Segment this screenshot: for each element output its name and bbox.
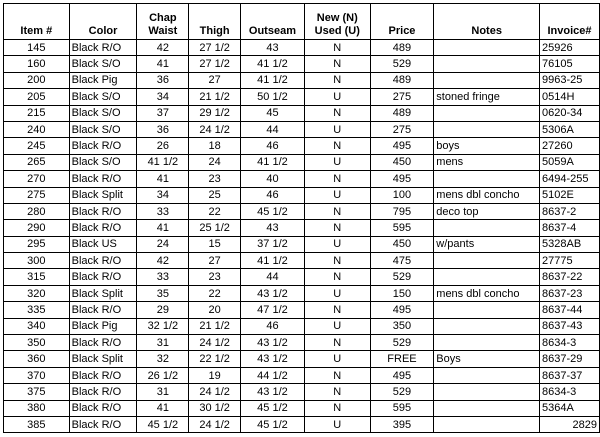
inventory-table [3,3,600,433]
cell-color: Black R/O [69,367,137,383]
cell-notes [434,269,540,285]
cell-notes [434,40,540,56]
cell-new-used: U [304,416,370,432]
cell-new-used: N [304,40,370,56]
cell-new-used: N [304,384,370,400]
cell-item: 215 [4,105,70,121]
cell-price: 350 [370,318,434,334]
cell-item: 315 [4,269,70,285]
cell-thigh: 23 [189,269,241,285]
cell-color: Black S/O [69,154,137,170]
cell-item: 270 [4,171,70,187]
cell-price: 150 [370,285,434,301]
cell-invoice: 8637-4 [540,220,600,236]
cell-item: 335 [4,302,70,318]
cell-invoice: 5306A [540,121,600,137]
cell-chap-waist: 31 [137,384,189,400]
cell-item: 340 [4,318,70,334]
cell-new-used: N [304,253,370,269]
cell-chap-waist: 41 [137,171,189,187]
cell-color: Black S/O [69,89,137,105]
cell-thigh: 22 [189,285,241,301]
header-price-label: Price [388,25,416,37]
cell-chap-waist: 33 [137,203,189,219]
cell-new-used: U [304,89,370,105]
cell-item: 245 [4,138,70,154]
header-new-label: New (N) [316,12,358,24]
cell-chap-waist: 37 [137,105,189,121]
cell-price: 450 [370,154,434,170]
cell-outseam: 46 [241,318,305,334]
cell-thigh: 24 [189,154,241,170]
table-row [4,400,600,416]
cell-price: 275 [370,89,434,105]
cell-price: 529 [370,56,434,72]
table-body [4,40,600,433]
header-color [69,4,137,40]
cell-outseam: 40 [241,171,305,187]
header-thigh-label: Thigh [199,25,230,37]
cell-item: 350 [4,335,70,351]
cell-invoice: 8637-22 [540,269,600,285]
cell-thigh: 18 [189,138,241,154]
table-row [4,416,600,432]
header-notes [434,4,540,40]
cell-chap-waist: 36 [137,72,189,88]
cell-color: Black R/O [69,400,137,416]
cell-new-used: N [304,335,370,351]
cell-new-used: N [304,105,370,121]
cell-invoice: 2829 [540,416,600,432]
table-row [4,285,600,301]
cell-price: 489 [370,40,434,56]
cell-new-used: N [304,56,370,72]
cell-price: 475 [370,253,434,269]
cell-outseam: 37 1/2 [241,236,305,252]
cell-outseam: 43 1/2 [241,384,305,400]
cell-new-used: U [304,318,370,334]
header-color-label: Color [88,25,118,37]
cell-thigh: 21 1/2 [189,89,241,105]
cell-chap-waist: 42 [137,40,189,56]
cell-item: 370 [4,367,70,383]
table-row [4,318,600,334]
cell-chap-waist: 32 1/2 [137,318,189,334]
table-row [4,138,600,154]
cell-new-used: U [304,236,370,252]
cell-color: Black R/O [69,40,137,56]
cell-invoice: 5328AB [540,236,600,252]
cell-thigh: 27 1/2 [189,56,241,72]
cell-thigh: 30 1/2 [189,400,241,416]
cell-invoice: 8634-3 [540,384,600,400]
cell-new-used: N [304,171,370,187]
cell-notes: mens [434,154,540,170]
cell-notes [434,367,540,383]
cell-chap-waist: 26 1/2 [137,367,189,383]
cell-color: Black R/O [69,335,137,351]
cell-chap-waist: 32 [137,351,189,367]
cell-thigh: 20 [189,302,241,318]
cell-color: Black R/O [69,171,137,187]
cell-notes [434,171,540,187]
table-row [4,351,600,367]
cell-chap-waist: 41 [137,400,189,416]
cell-outseam: 41 1/2 [241,253,305,269]
table-row [4,269,600,285]
cell-chap-waist: 35 [137,285,189,301]
cell-notes [434,56,540,72]
cell-thigh: 27 [189,253,241,269]
cell-color: Black Pig [69,72,137,88]
cell-thigh: 24 1/2 [189,121,241,137]
cell-outseam: 45 [241,105,305,121]
cell-thigh: 24 1/2 [189,335,241,351]
cell-thigh: 23 [189,171,241,187]
cell-price: 489 [370,72,434,88]
cell-color: Black Split [69,187,137,203]
header-chap-label: Chap [149,12,177,24]
cell-invoice: 8634-3 [540,335,600,351]
cell-color: Black R/O [69,384,137,400]
table-row [4,335,600,351]
table-row [4,203,600,219]
cell-notes [434,121,540,137]
cell-item: 290 [4,220,70,236]
cell-item: 275 [4,187,70,203]
cell-outseam: 41 1/2 [241,72,305,88]
cell-item: 280 [4,203,70,219]
header-new-used [304,4,370,40]
cell-invoice: 8637-43 [540,318,600,334]
cell-new-used: N [304,302,370,318]
cell-invoice: 5364A [540,400,600,416]
header-outseam [241,4,305,40]
cell-notes [434,400,540,416]
cell-color: Black R/O [69,203,137,219]
cell-outseam: 45 1/2 [241,400,305,416]
cell-new-used: N [304,367,370,383]
cell-notes [434,416,540,432]
cell-color: Black R/O [69,416,137,432]
cell-new-used: N [304,269,370,285]
header-chap-waist [137,4,189,40]
cell-color: Black R/O [69,269,137,285]
cell-thigh: 25 [189,187,241,203]
cell-price: 595 [370,400,434,416]
cell-outseam: 44 [241,121,305,137]
cell-outseam: 43 [241,40,305,56]
cell-new-used: N [304,220,370,236]
table-row [4,56,600,72]
cell-thigh: 29 1/2 [189,105,241,121]
cell-item: 320 [4,285,70,301]
cell-invoice: 27260 [540,138,600,154]
cell-price: 495 [370,171,434,187]
cell-new-used: U [304,351,370,367]
cell-price: 275 [370,121,434,137]
cell-notes: deco top [434,203,540,219]
cell-thigh: 21 1/2 [189,318,241,334]
header-notes-label: Notes [471,25,502,37]
table-row [4,171,600,187]
cell-chap-waist: 34 [137,89,189,105]
cell-thigh: 27 [189,72,241,88]
cell-chap-waist: 41 [137,56,189,72]
cell-color: Black S/O [69,105,137,121]
cell-invoice: 9963-25 [540,72,600,88]
cell-outseam: 41 1/2 [241,56,305,72]
cell-new-used: N [304,203,370,219]
cell-color: Black R/O [69,253,137,269]
cell-color: Black R/O [69,138,137,154]
cell-color: Black R/O [69,302,137,318]
cell-new-used: U [304,285,370,301]
cell-price: 795 [370,203,434,219]
table-row [4,220,600,236]
cell-chap-waist: 26 [137,138,189,154]
cell-chap-waist: 41 1/2 [137,154,189,170]
cell-chap-waist: 31 [137,335,189,351]
cell-color: Black US [69,236,137,252]
cell-thigh: 22 1/2 [189,351,241,367]
cell-notes [434,220,540,236]
cell-item: 295 [4,236,70,252]
cell-notes: mens dbl concho [434,187,540,203]
cell-invoice: 8637-44 [540,302,600,318]
cell-thigh: 15 [189,236,241,252]
cell-item: 300 [4,253,70,269]
cell-outseam: 46 [241,187,305,203]
cell-outseam: 44 [241,269,305,285]
cell-notes: w/pants [434,236,540,252]
cell-price: 529 [370,384,434,400]
cell-chap-waist: 42 [137,253,189,269]
cell-invoice: 6494-255 [540,171,600,187]
cell-notes [434,335,540,351]
cell-invoice: 76105 [540,56,600,72]
table-row [4,187,600,203]
cell-thigh: 22 [189,203,241,219]
header-invoice-label: Invoice# [547,25,592,37]
cell-chap-waist: 34 [137,187,189,203]
cell-color: Black Split [69,285,137,301]
cell-item: 375 [4,384,70,400]
cell-invoice: 8637-37 [540,367,600,383]
header-outseam-label: Outseam [248,25,296,37]
cell-color: Black R/O [69,220,137,236]
cell-new-used: N [304,72,370,88]
header-row [4,4,600,40]
cell-outseam: 44 1/2 [241,367,305,383]
cell-notes: boys [434,138,540,154]
table-row [4,121,600,137]
cell-price: 450 [370,236,434,252]
cell-notes [434,302,540,318]
cell-price: 529 [370,269,434,285]
cell-notes: stoned fringe [434,89,540,105]
cell-price: 489 [370,105,434,121]
cell-outseam: 45 1/2 [241,203,305,219]
cell-color: Black S/O [69,121,137,137]
cell-invoice: 8637-29 [540,351,600,367]
cell-invoice: 27775 [540,253,600,269]
cell-item: 160 [4,56,70,72]
header-item-label: Item # [20,25,53,37]
table-row [4,302,600,318]
cell-chap-waist: 41 [137,220,189,236]
cell-new-used: N [304,400,370,416]
cell-invoice: 0514H [540,89,600,105]
cell-notes: mens dbl concho [434,285,540,301]
cell-outseam: 47 1/2 [241,302,305,318]
cell-new-used: U [304,154,370,170]
cell-invoice: 0620-34 [540,105,600,121]
cell-item: 200 [4,72,70,88]
cell-outseam: 43 [241,220,305,236]
cell-thigh: 19 [189,367,241,383]
cell-outseam: 43 1/2 [241,335,305,351]
cell-new-used: U [304,121,370,137]
cell-price: 100 [370,187,434,203]
cell-thigh: 27 1/2 [189,40,241,56]
cell-chap-waist: 33 [137,269,189,285]
header-waist-label: Waist [148,25,178,37]
cell-price: 495 [370,302,434,318]
cell-outseam: 41 1/2 [241,154,305,170]
cell-new-used: U [304,187,370,203]
table-row [4,154,600,170]
cell-outseam: 43 1/2 [241,285,305,301]
cell-item: 265 [4,154,70,170]
cell-color: Black S/O [69,56,137,72]
cell-invoice: 5059A [540,154,600,170]
table-row [4,367,600,383]
cell-notes: Boys [434,351,540,367]
cell-item: 380 [4,400,70,416]
header-invoice [540,4,600,40]
table-row [4,105,600,121]
cell-chap-waist: 45 1/2 [137,416,189,432]
cell-price: 395 [370,416,434,432]
table-row [4,236,600,252]
cell-outseam: 50 1/2 [241,89,305,105]
cell-item: 385 [4,416,70,432]
cell-thigh: 25 1/2 [189,220,241,236]
cell-item: 240 [4,121,70,137]
header-item [4,4,70,40]
cell-invoice: 8637-23 [540,285,600,301]
cell-item: 205 [4,89,70,105]
cell-outseam: 45 1/2 [241,416,305,432]
cell-thigh: 24 1/2 [189,384,241,400]
cell-invoice: 25926 [540,40,600,56]
table-row [4,89,600,105]
table-row [4,253,600,269]
cell-item: 360 [4,351,70,367]
cell-invoice: 8637-2 [540,203,600,219]
cell-outseam: 43 1/2 [241,351,305,367]
cell-price: FREE [370,351,434,367]
cell-chap-waist: 29 [137,302,189,318]
cell-price: 495 [370,138,434,154]
table-row [4,384,600,400]
header-price [370,4,434,40]
cell-notes [434,72,540,88]
cell-chap-waist: 36 [137,121,189,137]
cell-new-used: N [304,138,370,154]
cell-price: 595 [370,220,434,236]
cell-notes [434,318,540,334]
header-used-label: Used (U) [314,25,360,37]
header-thigh [189,4,241,40]
cell-thigh: 24 1/2 [189,416,241,432]
cell-invoice: 5102E [540,187,600,203]
cell-notes [434,105,540,121]
cell-item: 145 [4,40,70,56]
table-row [4,72,600,88]
cell-outseam: 46 [241,138,305,154]
cell-chap-waist: 24 [137,236,189,252]
cell-notes [434,253,540,269]
cell-color: Black Pig [69,318,137,334]
cell-notes [434,384,540,400]
cell-price: 529 [370,335,434,351]
table-row [4,40,600,56]
cell-color: Black Split [69,351,137,367]
cell-price: 495 [370,367,434,383]
